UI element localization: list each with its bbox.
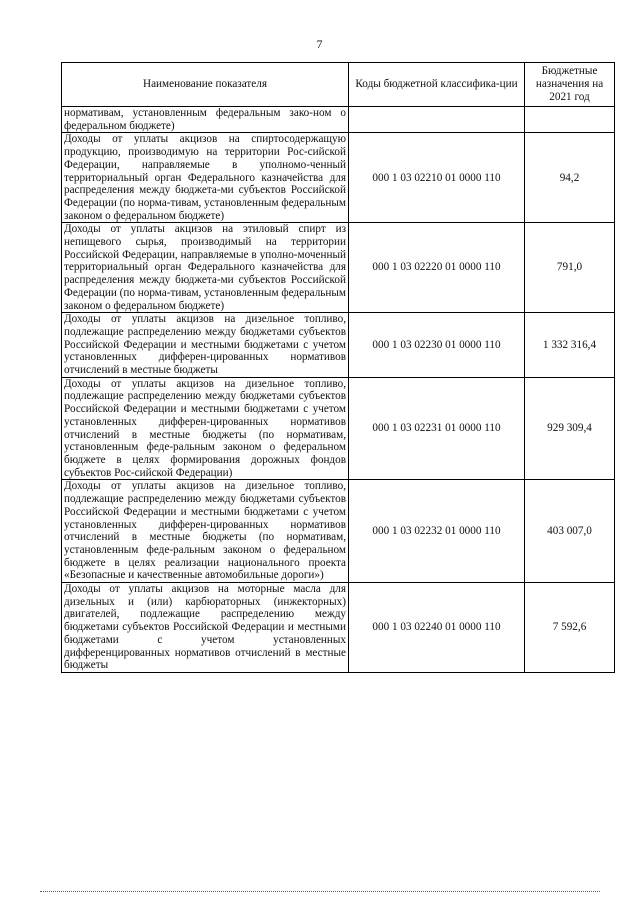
budget-table — [61, 62, 615, 673]
row-amount: 94,2 — [525, 133, 615, 223]
table-row — [62, 107, 615, 133]
row-amount: 403 007,0 — [525, 480, 615, 583]
page-number: 7 — [316, 37, 323, 51]
row-code: 000 1 03 02240 01 0000 110 — [349, 583, 525, 673]
table-row — [62, 377, 615, 480]
table-row — [62, 583, 615, 673]
row-amount: 1 332 316,4 — [525, 313, 615, 378]
row-amount: 929 309,4 — [525, 377, 615, 480]
header-code: Коды бюджетной классифика-ции — [349, 63, 525, 107]
row-code: 000 1 03 02210 01 0000 110 — [349, 133, 525, 223]
table-row — [62, 480, 615, 583]
row-amount: 791,0 — [525, 223, 615, 313]
row-name: Доходы от уплаты акцизов на дизельное топливо, подлежащие распределению между бюджетами субъектов Российской Федерации и местными бюджетами с учетом установленных дифферен-цированных нормативов отчислений в местные бюджеты (по нормативам, установленным феде-ральным законом о федеральном бюджете в целях реализации национального проекта «Безопасные и качественные автомобильные дороги») — [62, 480, 349, 583]
row-name: Доходы от уплаты акцизов на дизельное топливо, подлежащие распределению между бюджетами субъектов Российской Федерации и местными бюджетами с учетом установленных дифферен-цированных нормативов отчислений в местные бюджеты (по нормативам, установленным феде-ральным законом о федеральном бюджете в целях формирования дорожных фондов субъектов Рос-сийской Федерации) — [62, 377, 349, 480]
row-code: 000 1 03 02220 01 0000 110 — [349, 223, 525, 313]
row-code: 000 1 03 02231 01 0000 110 — [349, 377, 525, 480]
row-code: 000 1 03 02232 01 0000 110 — [349, 480, 525, 583]
row-code: 000 1 03 02230 01 0000 110 — [349, 313, 525, 378]
row-amount: 7 592,6 — [525, 583, 615, 673]
header-amount: Бюджетные назначения на 2021 год — [525, 63, 615, 107]
table-row — [62, 133, 615, 223]
row-code — [349, 107, 525, 133]
row-name: Доходы от уплаты акцизов на этиловый спирт из непищевого сырья, производимый на территории Российской Федерации, направляемые в уполно-моченный территориальный орган Федерального казначейства для распределения между бюджета-ми субъектов Российской Федерации (по норма-тивам, установленным федеральным законом о федеральном бюджете) — [62, 223, 349, 313]
row-name: Доходы от уплаты акцизов на дизельное топливо, подлежащие распределению между бюджетами субъектов Российской Федерации и местными бюджетами с учетом установленных дифферен-цированных нормативов отчислений в местные бюджеты — [62, 313, 349, 378]
row-name: Доходы от уплаты акцизов на спиртосодержащую продукцию, производимую на территории Рос-сийской Федерации, направляемые в уполномо-ченный территориальный орган Федерального казначейства для распределения между бюджета-ми субъектов Российской Федерации (по норма-тивам, установленным федеральным законом о федеральном бюджете) — [62, 133, 349, 223]
header-name: Наименование показателя — [62, 63, 349, 107]
footer-divider — [40, 891, 600, 892]
table-header-row — [62, 63, 615, 107]
row-name: Доходы от уплаты акцизов на моторные масла для дизельных и (или) карбюраторных (инжекторных) двигателей, подлежащие распределению между бюджетами субъектов Российской Федерации и местными бюджетами с учетом установленных дифференцированных нормативов отчислений в местные бюджеты — [62, 583, 349, 673]
row-name: нормативам, установленным федеральным зако-ном о федеральном бюджете) — [62, 107, 349, 133]
row-amount — [525, 107, 615, 133]
table-row — [62, 313, 615, 378]
table-row — [62, 223, 615, 313]
